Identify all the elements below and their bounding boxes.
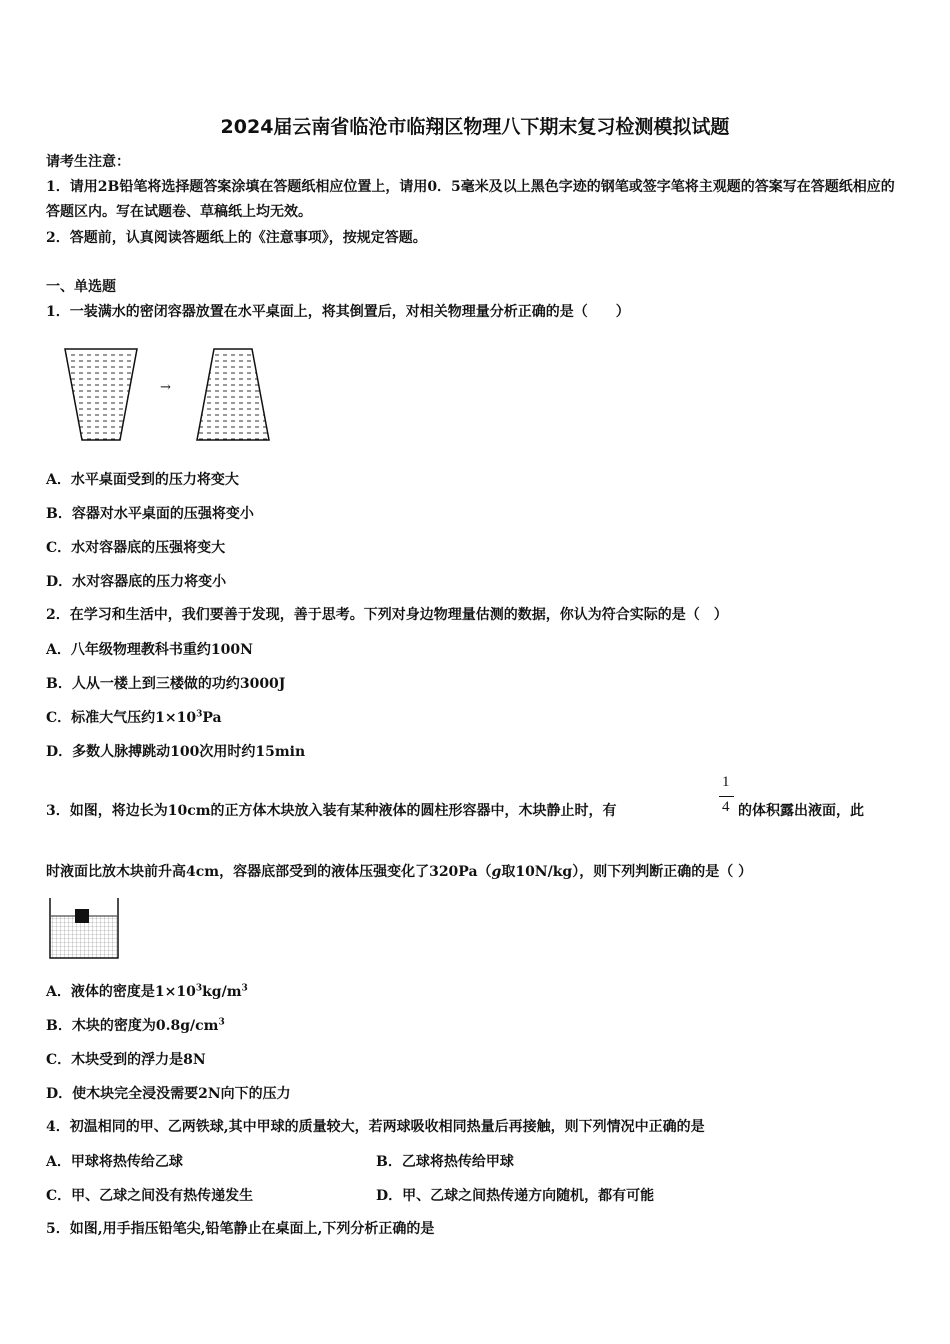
- fraction-bar: [719, 796, 734, 797]
- q2-option-b: B．人从一楼上到三楼做的功约3000J: [46, 676, 286, 692]
- q1-option-a: A．水平桌面受到的压力将变大: [46, 472, 239, 488]
- container-inverted: [197, 349, 269, 440]
- section-heading: 一、单选题: [46, 279, 116, 295]
- fraction-denominator: 4: [722, 799, 730, 815]
- q4-option-b: B．乙球将热传给甲球: [376, 1154, 514, 1170]
- wood-block: [75, 909, 89, 923]
- q2-stem: 2．在学习和生活中，我们要善于发现，善于思考。下列对身边物理量估测的数据，你认为符合实际的是（ ）: [46, 607, 728, 623]
- q3-option-c: C．木块受到的浮力是8N: [46, 1052, 206, 1068]
- q3-stem-line1-end: 的体积露出液面，此: [738, 803, 864, 819]
- q1-stem: 1．一装满水的密闭容器放置在水平桌面上，将其倒置后，对相关物理量分析正确的是（ ）: [46, 304, 630, 320]
- q4-option-d: D．甲、乙球之间热传递方向随机，都有可能: [376, 1188, 655, 1204]
- q1-option-b: B．容器对水平桌面的压强将变小: [46, 506, 254, 522]
- notice-item-2: 2．答题前，认真阅读答题纸上的《注意事项》，按规定答题。: [46, 230, 427, 246]
- q4-stem: 4．初温相同的甲、乙两铁球,其中甲球的质量较大，若两球吸收相同热量后再接触，则下列情况中正确的是: [46, 1119, 705, 1135]
- q2-option-c: C．标准大气压约$1\times 10^3Pa$: [46, 709, 222, 726]
- q3-stem-line2: 时液面比放木块前升高4cm，容器底部受到的液体压强变化了320Pa（g取10N/kg），则下列判断正确的是（ ）: [46, 864, 753, 880]
- q2-option-a: A．八年级物理教科书重约100N: [46, 642, 253, 658]
- q3-beaker-figure: [48, 894, 120, 960]
- container-upright: [65, 349, 137, 440]
- q4-option-a: A．甲球将热传给乙球: [46, 1154, 183, 1170]
- q5-stem: 5．如图,用手指压铅笔尖,铅笔静止在桌面上,下列分析正确的是: [46, 1221, 435, 1237]
- q3-option-a: A．液体的密度是$1\times 10^3kg/m^3$: [46, 983, 248, 1000]
- notice-item-1: 1．请用2B铅笔将选择题答案涂填在答题纸相应位置上，请用0．5毫米及以上黑色字迹的钢笔或签字笔将主观题的答案写在答题纸相应的答题区内。写在试题卷、草稿纸上均无效。: [46, 179, 895, 220]
- page-title: 2024届云南省临沧市临翔区物理八下期末复习检测模拟试题: [220, 116, 730, 138]
- q1-option-d: D．水对容器底的压力将变小: [46, 574, 227, 590]
- q4-option-c: C．甲、乙球之间没有热传递发生: [46, 1188, 254, 1204]
- q3-stem-line1: 3．如图，将边长为10cm的正方体木块放入装有某种液体的圆柱形容器中，木块静止时，有: [46, 803, 617, 819]
- q1-container-figure: [62, 346, 276, 444]
- q3-option-b: B．木块的密度为$0.8g/cm^3$: [46, 1017, 225, 1034]
- fraction-numerator: 1: [722, 774, 730, 790]
- notice-heading: 请考生注意：: [46, 154, 130, 170]
- q2-option-d: D．多数人脉搏跳动100次用时约15min: [46, 744, 306, 760]
- q3-option-d: D．使木块完全浸没需要2N向下的压力: [46, 1086, 291, 1102]
- arrow-icon: →: [160, 380, 171, 395]
- q1-option-c: C．水对容器底的压强将变大: [46, 540, 226, 556]
